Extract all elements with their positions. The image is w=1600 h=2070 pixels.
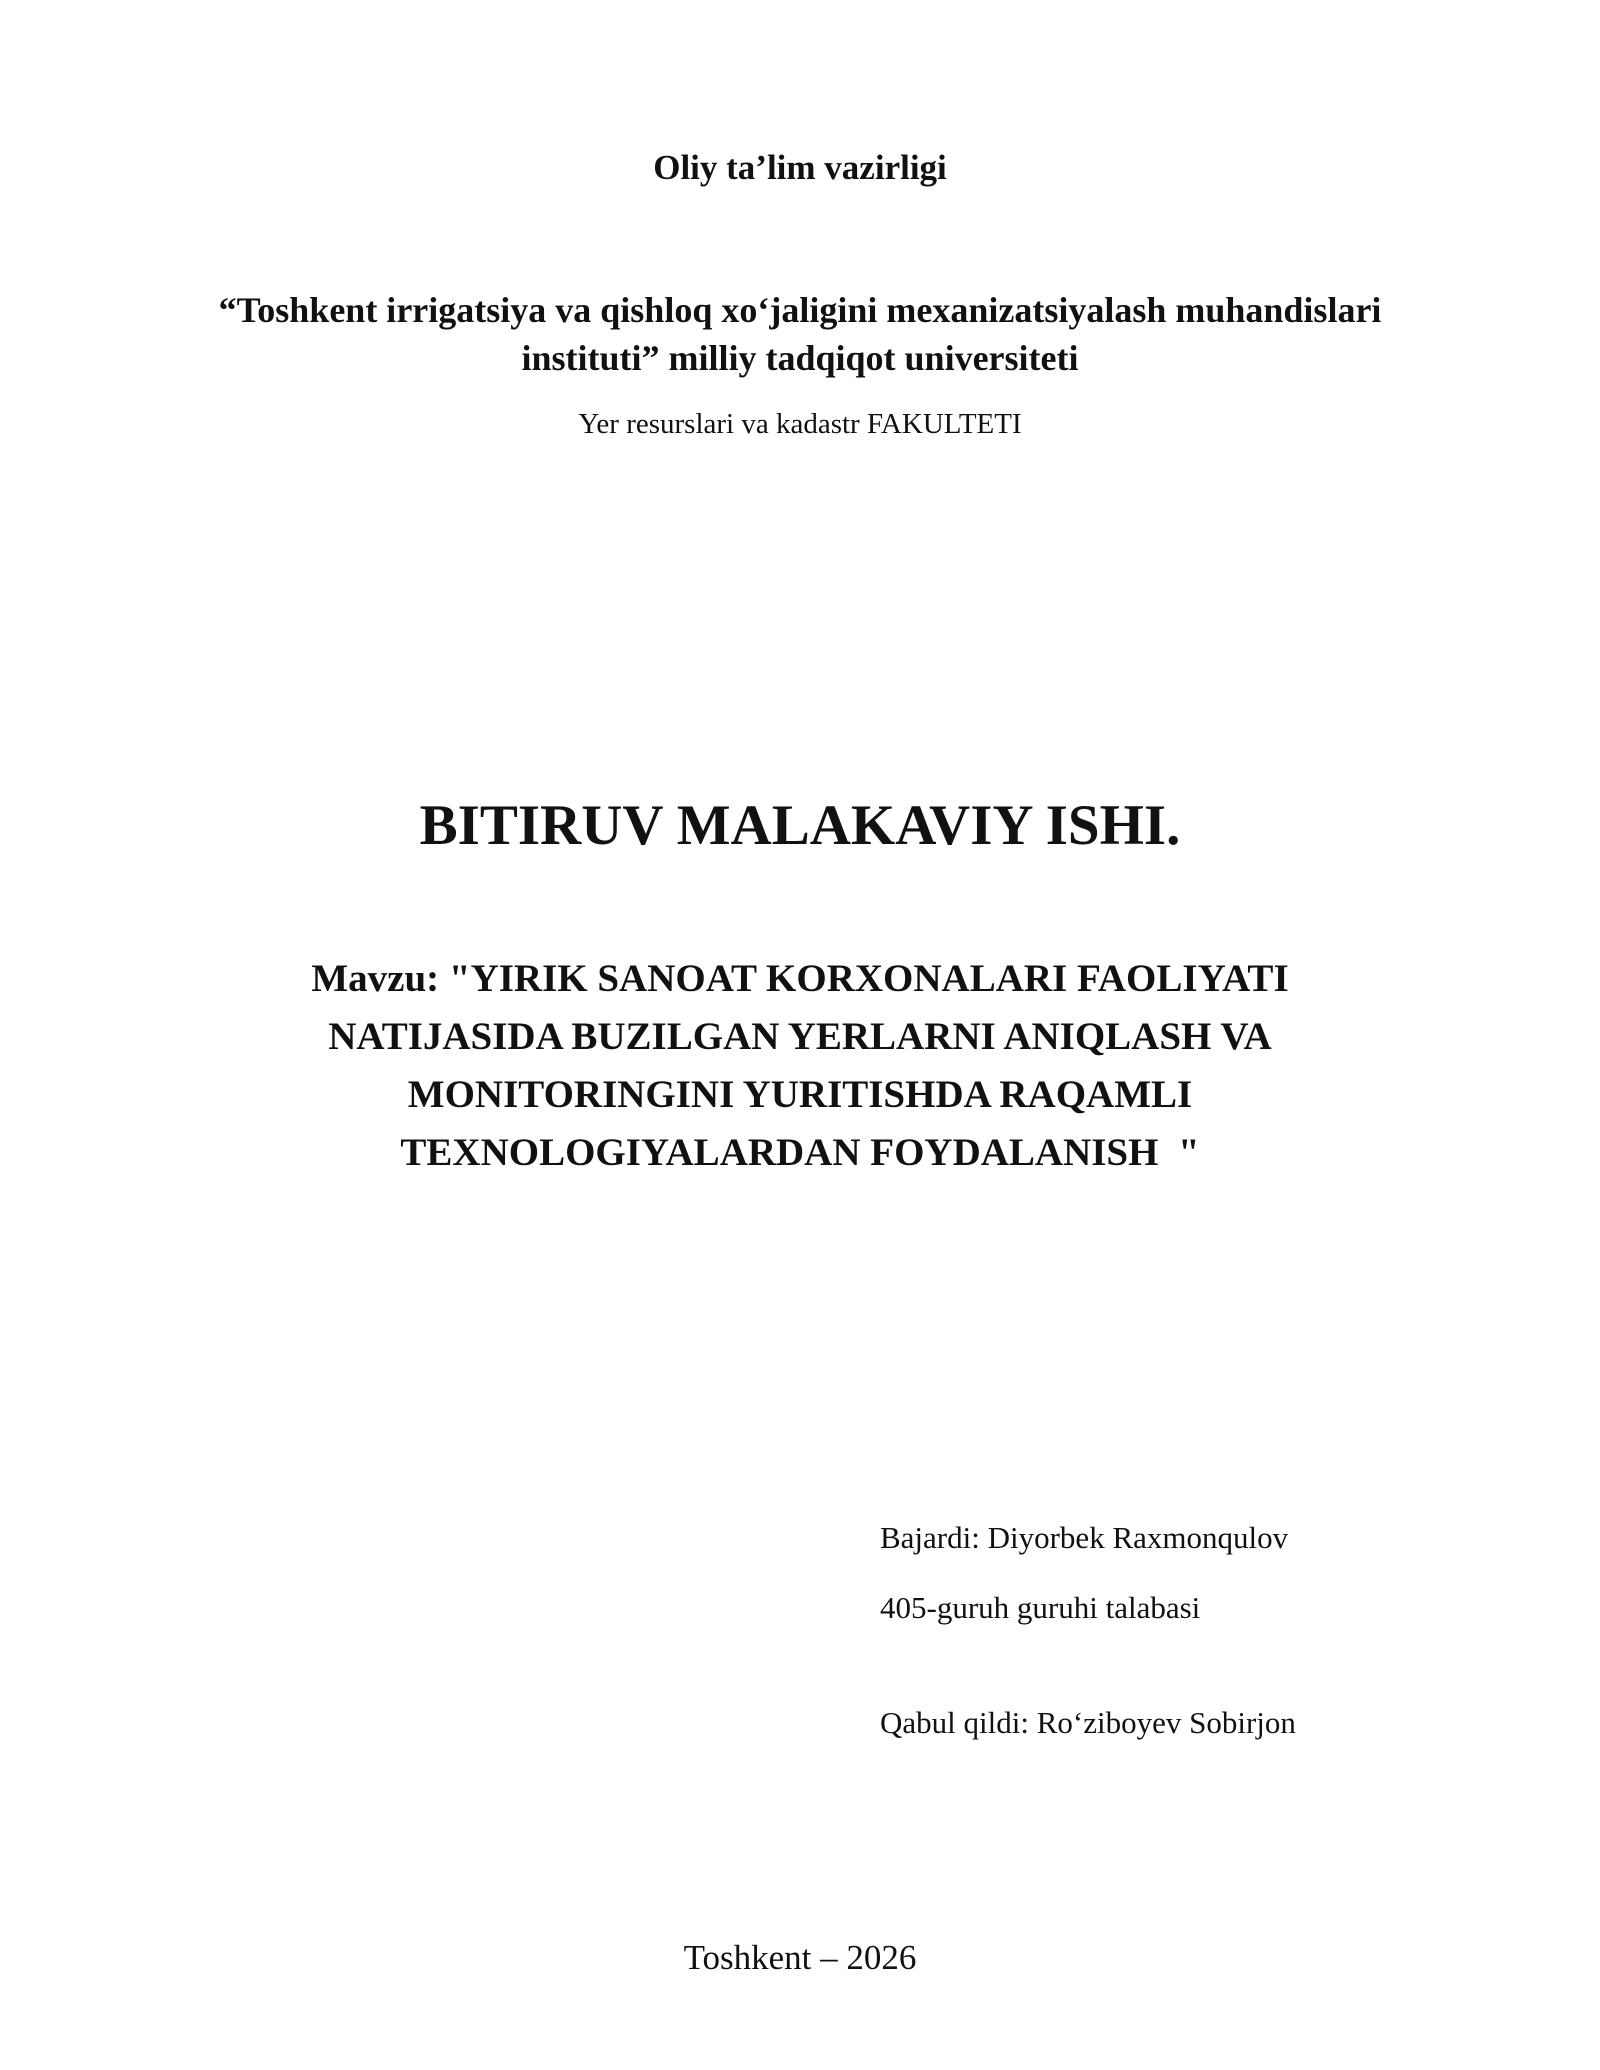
thesis-topic [0,950,1600,1182]
ministry-heading: Oliy ta’lim vazirligi [653,148,947,187]
author-line: Bajardi: Diyorbek Raxmonqulov [880,1520,1289,1555]
city-year: Toshkent – 2026 [683,1938,917,1977]
university-name [0,286,1600,382]
topic-line-3: MONITORINGINI YURITISHDA RAQAMLI [407,1073,1193,1116]
university-name-line-1: “Toshkent irrigatsiya va qishloq xo‘jaligini mexanizatsiyalash muhandislari [218,290,1382,330]
topic-line-4: TEXNOLOGIYALARDAN FOYDALANISH " [400,1131,1200,1174]
group-line: 405-guruh guruhi talabasi [880,1590,1201,1625]
document-title: BITIRUV MALAKAVIY ISHI. [419,794,1181,857]
university-name-line-2: instituti” milliy tadqiqot universiteti [521,338,1079,378]
topic-line-2: NATIJASIDA BUZILGAN YERLARNI ANIQLASH VA [328,1015,1272,1058]
topic-line-1: Mavzu: "YIRIK SANOAT KORXONALARI FAOLIYATI [311,957,1289,1000]
faculty-name: Yer resurslari va kadastr FAKULTETI [578,408,1022,440]
supervisor-line: Qabul qildi: Ro‘ziboyev Sobirjon [880,1705,1296,1740]
